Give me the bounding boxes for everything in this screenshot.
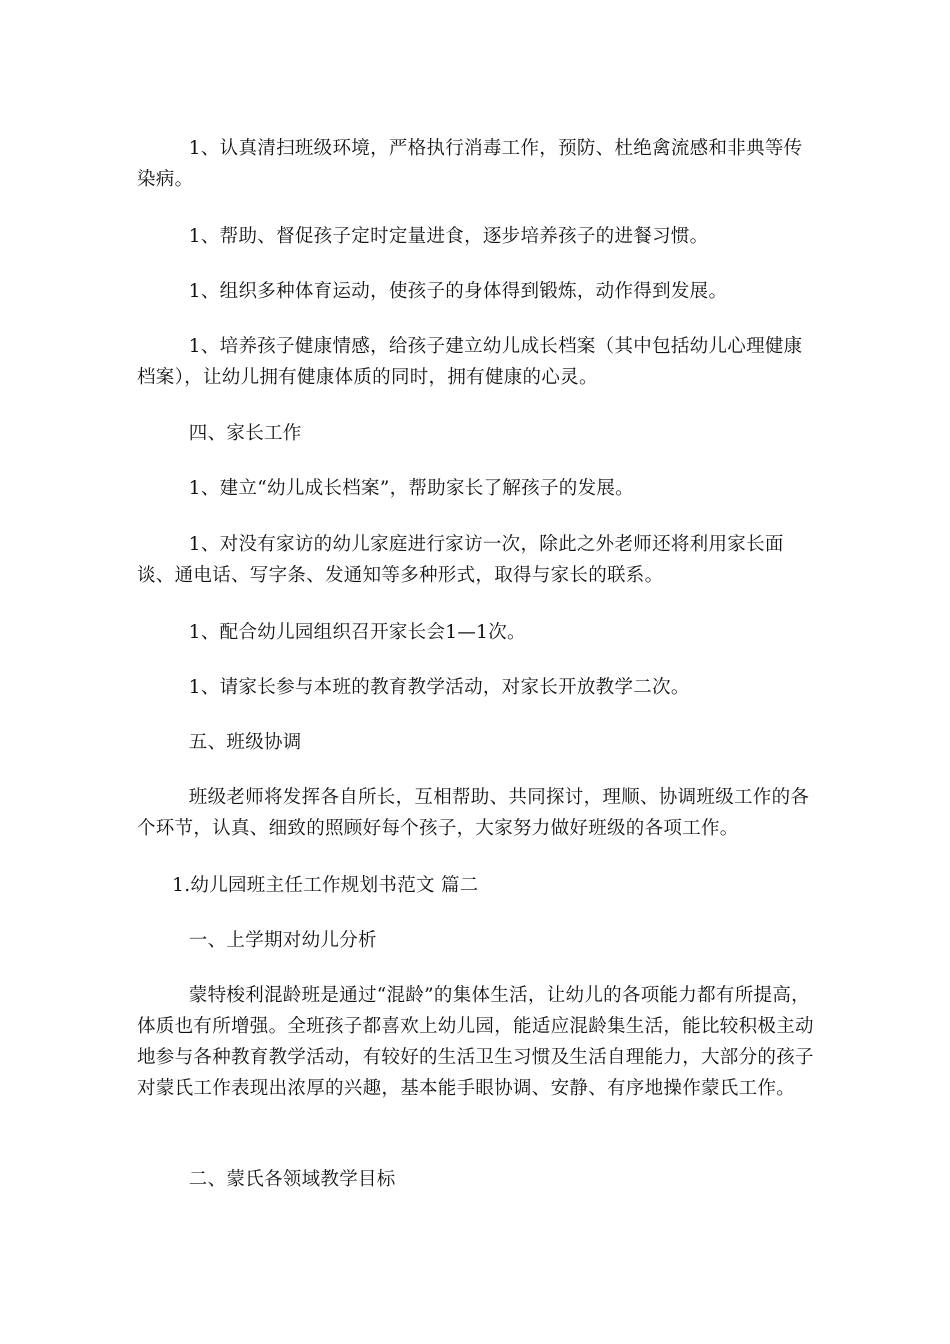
paragraph-growth-file: 1、建立“幼儿成长档案”，帮助家长了解孩子的发展。 — [188, 478, 634, 499]
article-title-part-two: 1.幼儿园班主任工作规划书范文 篇二 — [172, 875, 479, 896]
paragraph-parent-meeting: 1、配合幼儿园组织召开家长会1—1次。 — [188, 622, 526, 643]
section-heading-goals: 二、蒙氏各领域教学目标 — [188, 1169, 396, 1190]
section-heading-analysis: 一、上学期对幼儿分析 — [188, 930, 377, 951]
paragraph-health-emotion: 1、培养孩子健康情感，给孩子建立幼儿成长档案（其中包括幼儿心理健康档案），让幼儿拥有健康体质的同时，拥有健康的心灵。 — [137, 336, 803, 388]
paragraph-eating: 1、帮助、督促孩子定时定量进食，逐步培养孩子的进餐习惯。 — [188, 226, 709, 247]
paragraph-sports: 1、组织多种体育运动，使孩子的身体得到锻炼，动作得到发展。 — [188, 281, 728, 302]
paragraph-hygiene: 1、认真清扫班级环境，严格执行消毒工作，预防、杜绝禽流感和非典等传染病。 — [137, 138, 803, 190]
paragraph-coordination: 班级老师将发挥各自所长，互相帮助、共同探讨，理顺、协调班级工作的各个环节，认真、细致的照顾好每个孩子，大家努力做好班级的各项工作。 — [137, 787, 810, 839]
paragraph-home-visit: 1、对没有家访的幼儿家庭进行家访一次，除此之外老师还将利用家长面谈、通电话、写字条、发通知等多种形式，取得与家长的联系。 — [137, 534, 784, 586]
section-heading-parents: 四、家长工作 — [188, 423, 302, 444]
paragraph-open-teaching: 1、请家长参与本班的教育教学活动，对家长开放教学二次。 — [188, 677, 690, 698]
section-heading-coordination: 五、班级协调 — [188, 732, 302, 753]
paragraph-analysis: 蒙特梭利混龄班是通过“混龄”的集体生活，让幼儿的各项能力都有所提高，体质也有所增强。全班孩子都喜欢上幼儿园，能适应混龄集生活，能比较积极主动地参与各种教育教学活动，有较好的生活卫生习惯及生活自理能力，大部分的孩子对蒙氏工作表现出浓厚的兴趣，基本能手眼协调、安静、有序地操作蒙氏工作。 — [137, 985, 814, 1099]
